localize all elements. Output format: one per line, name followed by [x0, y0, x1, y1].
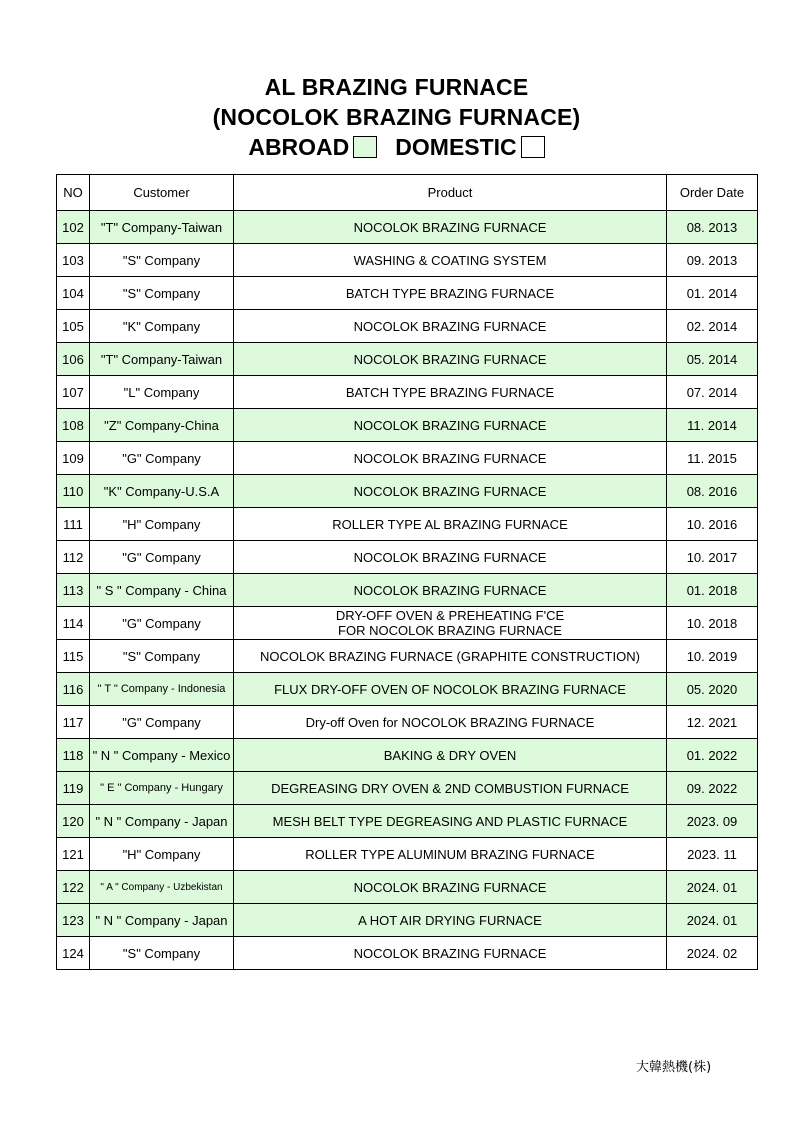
cell-date: 09. 2013 — [667, 244, 758, 277]
cell-product: BAKING & DRY OVEN — [234, 739, 667, 772]
cell-date: 10. 2018 — [667, 607, 758, 640]
cell-customer: " S " Company - China — [90, 574, 234, 607]
cell-date: 2024. 01 — [667, 871, 758, 904]
table-row — [57, 640, 758, 673]
header-customer: Customer — [90, 175, 234, 211]
cell-product: NOCOLOK BRAZING FURNACE (GRAPHITE CONSTRUCTION) — [234, 640, 667, 673]
cell-date: 10. 2016 — [667, 508, 758, 541]
legend-domestic-swatch — [521, 136, 545, 158]
header-no: NO — [57, 175, 90, 211]
cell-customer: "H" Company — [90, 838, 234, 871]
cell-date: 12. 2021 — [667, 706, 758, 739]
legend — [0, 132, 793, 162]
cell-date: 01. 2022 — [667, 739, 758, 772]
cell-no: 122 — [57, 871, 90, 904]
cell-no: 107 — [57, 376, 90, 409]
table-row — [57, 508, 758, 541]
cell-no: 106 — [57, 343, 90, 376]
table-row — [57, 211, 758, 244]
cell-customer: "G" Company — [90, 541, 234, 574]
cell-no: 104 — [57, 277, 90, 310]
cell-customer: "T" Company-Taiwan — [90, 343, 234, 376]
cell-customer: " E " Company - Hungary — [90, 772, 234, 805]
cell-product: ROLLER TYPE ALUMINUM BRAZING FURNACE — [234, 838, 667, 871]
cell-date: 01. 2014 — [667, 277, 758, 310]
cell-customer: "G" Company — [90, 706, 234, 739]
table-row — [57, 574, 758, 607]
cell-product: NOCOLOK BRAZING FURNACE — [234, 211, 667, 244]
cell-customer: " N " Company - Japan — [90, 805, 234, 838]
cell-no: 110 — [57, 475, 90, 508]
cell-product-line1: DRY-OFF OVEN & PREHEATING F'CE — [335, 608, 565, 623]
company-name: 大韓熱機(株) — [636, 1060, 712, 1075]
cell-customer: "K" Company-U.S.A — [90, 475, 234, 508]
cell-product: NOCOLOK BRAZING FURNACE — [234, 442, 667, 475]
cell-product: NOCOLOK BRAZING FURNACE — [234, 937, 667, 970]
cell-customer: " T " Company - Indonesia — [90, 673, 234, 706]
cell-date: 05. 2020 — [667, 673, 758, 706]
cell-product: DEGREASING DRY OVEN & 2ND COMBUSTION FURNACE — [234, 772, 667, 805]
cell-product-line2: FOR NOCOLOK BRAZING FURNACE — [338, 623, 562, 638]
table-row — [57, 772, 758, 805]
cell-no: 119 — [57, 772, 90, 805]
cell-product: WASHING & COATING SYSTEM — [234, 244, 667, 277]
legend-abroad-swatch — [353, 136, 377, 158]
table-row — [57, 541, 758, 574]
cell-customer: "G" Company — [90, 607, 234, 640]
cell-no: 124 — [57, 937, 90, 970]
header-order-date: Order Date — [667, 175, 758, 211]
table-row — [57, 277, 758, 310]
cell-date: 09. 2022 — [667, 772, 758, 805]
table-row — [57, 343, 758, 376]
table-row — [57, 310, 758, 343]
table-row — [57, 904, 758, 937]
cell-product — [234, 607, 667, 640]
cell-date: 11. 2014 — [667, 409, 758, 442]
legend-abroad — [248, 132, 395, 162]
cell-product: BATCH TYPE BRAZING FURNACE — [234, 277, 667, 310]
cell-date: 05. 2014 — [667, 343, 758, 376]
cell-customer: "T" Company-Taiwan — [90, 211, 234, 244]
table-row — [57, 244, 758, 277]
cell-customer: " A " Company - Uzbekistan — [90, 871, 234, 904]
cell-date: 08. 2013 — [667, 211, 758, 244]
cell-date: 11. 2015 — [667, 442, 758, 475]
cell-date: 2024. 02 — [667, 937, 758, 970]
cell-no: 111 — [57, 508, 90, 541]
cell-customer: "S" Company — [90, 937, 234, 970]
cell-no: 121 — [57, 838, 90, 871]
cell-no: 108 — [57, 409, 90, 442]
table-row — [57, 409, 758, 442]
legend-domestic — [395, 132, 544, 162]
cell-customer: "K" Company — [90, 310, 234, 343]
cell-product: NOCOLOK BRAZING FURNACE — [234, 475, 667, 508]
table-row — [57, 871, 758, 904]
cell-customer: "L" Company — [90, 376, 234, 409]
cell-product: Dry-off Oven for NOCOLOK BRAZING FURNACE — [234, 706, 667, 739]
cell-product: NOCOLOK BRAZING FURNACE — [234, 574, 667, 607]
cell-no: 115 — [57, 640, 90, 673]
cell-customer: "H" Company — [90, 508, 234, 541]
cell-no: 117 — [57, 706, 90, 739]
cell-customer: " N " Company - Mexico — [90, 739, 234, 772]
cell-date: 08. 2016 — [667, 475, 758, 508]
cell-no: 120 — [57, 805, 90, 838]
cell-customer: " N " Company - Japan — [90, 904, 234, 937]
table-row — [57, 838, 758, 871]
cell-no: 114 — [57, 607, 90, 640]
cell-no: 109 — [57, 442, 90, 475]
cell-no: 102 — [57, 211, 90, 244]
cell-no: 118 — [57, 739, 90, 772]
cell-date: 01. 2018 — [667, 574, 758, 607]
table-row — [57, 673, 758, 706]
cell-product: NOCOLOK BRAZING FURNACE — [234, 409, 667, 442]
table-row — [57, 475, 758, 508]
cell-no: 123 — [57, 904, 90, 937]
cell-product: MESH BELT TYPE DEGREASING AND PLASTIC FURNACE — [234, 805, 667, 838]
cell-product: NOCOLOK BRAZING FURNACE — [234, 541, 667, 574]
cell-customer: "Z" Company-China — [90, 409, 234, 442]
table-row — [57, 937, 758, 970]
table-row — [57, 805, 758, 838]
cell-product: FLUX DRY-OFF OVEN OF NOCOLOK BRAZING FURNACE — [234, 673, 667, 706]
table-row — [57, 442, 758, 475]
cell-product: BATCH TYPE BRAZING FURNACE — [234, 376, 667, 409]
table-row — [57, 376, 758, 409]
cell-date: 10. 2019 — [667, 640, 758, 673]
cell-product: ROLLER TYPE AL BRAZING FURNACE — [234, 508, 667, 541]
cell-product: A HOT AIR DRYING FURNACE — [234, 904, 667, 937]
cell-no: 113 — [57, 574, 90, 607]
title-block — [0, 72, 793, 162]
cell-product: NOCOLOK BRAZING FURNACE — [234, 310, 667, 343]
cell-no: 116 — [57, 673, 90, 706]
cell-date: 10. 2017 — [667, 541, 758, 574]
page-title: AL BRAZING FURNACE — [264, 74, 529, 100]
page-subtitle: (NOCOLOK BRAZING FURNACE) — [212, 104, 581, 130]
cell-product: NOCOLOK BRAZING FURNACE — [234, 343, 667, 376]
cell-no: 103 — [57, 244, 90, 277]
cell-no: 112 — [57, 541, 90, 574]
table-header-row — [57, 175, 758, 211]
legend-domestic-label: DOMESTIC — [395, 134, 517, 160]
cell-date: 02. 2014 — [667, 310, 758, 343]
cell-date: 2023. 11 — [667, 838, 758, 871]
cell-no: 105 — [57, 310, 90, 343]
order-table — [56, 174, 758, 970]
header-product: Product — [234, 175, 667, 211]
cell-customer: "S" Company — [90, 277, 234, 310]
table-row — [57, 706, 758, 739]
cell-date: 07. 2014 — [667, 376, 758, 409]
cell-customer: "S" Company — [90, 640, 234, 673]
cell-product: NOCOLOK BRAZING FURNACE — [234, 871, 667, 904]
cell-date: 2024. 01 — [667, 904, 758, 937]
table-row — [57, 739, 758, 772]
cell-customer: "G" Company — [90, 442, 234, 475]
cell-customer: "S" Company — [90, 244, 234, 277]
table-row — [57, 607, 758, 640]
legend-abroad-label: ABROAD — [248, 134, 350, 160]
cell-date: 2023. 09 — [667, 805, 758, 838]
